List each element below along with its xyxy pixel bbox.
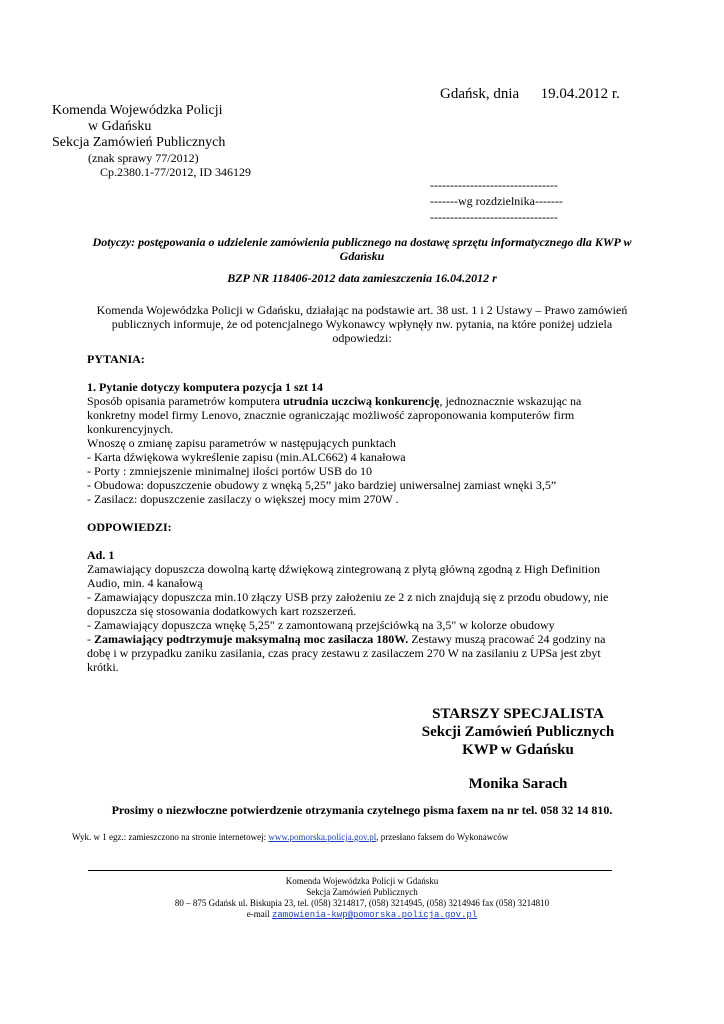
distribution-note [72, 832, 508, 843]
footer-email-line [60, 909, 664, 921]
question1-p1-post: , jednoznacznie wskazując na [439, 394, 582, 408]
footer-email-label: e-mail [246, 909, 272, 919]
answer1-title: Ad. 1 [87, 548, 115, 562]
date-line [440, 87, 620, 102]
reference-number: Cp.2380.1-77/2012, ID 346129 [100, 165, 251, 179]
questions-heading: PYTANIA: [87, 352, 145, 366]
signature-name: Monika Sarach [468, 776, 568, 792]
answers-section [87, 520, 687, 674]
answer1-l6-bold: Zamawiający podtrzymuje maksymalną moc zasilacza 180W. [94, 632, 409, 646]
intro-line3: odpowiedzi: [332, 331, 392, 345]
subject-line1: Dotyczy: postępowania o udzielenie zamówienia publicznego na dostawę sprzętu informatycznego dla KWP w [92, 235, 632, 249]
answer1-line4: dopuszcza się stosowania dodatkowych kart rozszerzeń. [87, 604, 357, 618]
sender-line3: Sekcja Zamówień Publicznych [52, 135, 226, 150]
recipient-block [430, 178, 563, 224]
email-link[interactable]: zamowienia-kwp@pomorska.policja.gov.pl [272, 910, 478, 920]
answer1-line6 [87, 632, 687, 646]
answer1-line7: dobę i w przypadku zaniku zasilania, czas pracy zestawu z zasilaczem 270 W na zasilaniu z UPSa jest zbyt [87, 646, 601, 660]
questions-section [87, 352, 687, 506]
date-place: Gdańsk, dnia [440, 86, 520, 102]
answer1-l6-dash: - [87, 632, 94, 646]
distribution-pre: Wyk. w 1 egz.: zamieszczono na stronie internetowej: [72, 832, 269, 842]
fax-request: Prosimy o niezwłoczne potwierdzenie otrzymania czytelnego pisma faxem na nr tel. 058 32 14 810. [111, 803, 613, 817]
question1-p1-bold: utrudnia uczciwą konkurencję [282, 394, 440, 408]
signature-org: KWP w Gdańsku [462, 742, 574, 758]
signature-unit: Sekcji Zamówień Publicznych [421, 724, 615, 740]
footer-line1: Komenda Wojewódzka Policji w Gdańsku [285, 876, 439, 886]
recipient-text: -------wg rozdzielnika------- [430, 194, 563, 208]
question1-item-ports: - Porty : zmniejszenie minimalnej ilości portów USB do 10 [87, 464, 372, 478]
case-number: (znak sprawy 77/2012) [88, 151, 199, 165]
sender-block [52, 103, 251, 179]
question1-p1-pre: Sposób opisania parametrów komputera [87, 394, 283, 408]
question1-line2: konkretny model firmy Lenovo, znacznie ograniczając możliwość zaproponowania komputerów firm [87, 408, 575, 422]
distribution-post: , przesłano faksem do Wykonawców [376, 832, 509, 842]
intro-line2: publicznych informuje, że od potencjalnego Wykonawcy wpłynęły nw. pytania, na które poniżej udziela [111, 317, 613, 331]
intro-line1: Komenda Wojewódzka Policji w Gdańsku, działając na podstawie art. 38 ust. 1 i 2 Ustawy – Prawo zamówień [96, 303, 628, 317]
question1-item-sound: - Karta dźwiękowa wykreślenie zapisu (min.ALC662) 4 kanałowa [87, 450, 406, 464]
question1-title: 1. Pytanie dotyczy komputera pozycja 1 szt 14 [87, 380, 323, 394]
bzp-number: BZP NR 118406-2012 data zamieszczenia 16.04.2012 r [227, 271, 497, 285]
answer1-line5: - Zamawiający dopuszcza wnękę 5,25" z zamontowaną przejściówką na 3,5" w kolorze obudowy [87, 618, 555, 632]
website-link[interactable]: www.pomorska.policja.gov.pl [268, 832, 377, 842]
sender-line2: w Gdańsku [88, 119, 152, 134]
question1-list-intro: Wnoszę o zmianę zapisu parametrów w następujących punktach [87, 436, 396, 450]
signature-role: STARSZY SPECJALISTA [432, 706, 604, 722]
answer1-line8: krótki. [87, 660, 119, 674]
footer-address: 80 – 875 Gdańsk ul. Biskupia 23, tel. (058) 3214817, (058) 3214945, (058) 3214946 fax (058) 3214810 [174, 898, 550, 908]
footer-line2: Sekcja Zamówień Publicznych [306, 887, 418, 897]
subject-block [60, 235, 664, 285]
footer-divider [88, 870, 612, 871]
question1-item-case: - Obudowa: dopuszczenie obudowy z wnęką 5,25” jako bardziej uniwersalnej zamiast wnęki 3,5” [87, 478, 557, 492]
footer-block [60, 876, 664, 921]
question1-line3: konkurencyjnych. [87, 422, 174, 436]
question1-item-psu: - Zasilacz: dopuszczenie zasilaczy o większej mocy mim 270W . [87, 492, 399, 506]
recipient-dash-top: -------------------------------- [430, 178, 558, 192]
sender-line1: Komenda Wojewódzka Policji [52, 103, 223, 118]
intro-paragraph [60, 303, 664, 345]
answer1-line1: Zamawiający dopuszcza dowolną kartę dźwiękową zintegrowaną z płytą główną zgodną z High Definition [87, 562, 601, 576]
answer1-line3: - Zamawiający dopuszcza min.10 złączy USB przy założeniu ze 2 z nich znajdują się z przodu obudowy, nie [87, 590, 609, 604]
subject-line2: Gdańsku [339, 249, 385, 263]
answers-heading: ODPOWIEDZI: [87, 520, 172, 534]
question1-line1 [87, 394, 687, 408]
recipient-dash-bottom: -------------------------------- [430, 210, 558, 224]
date-value: 19.04.2012 r. [540, 86, 620, 102]
answer1-line2: Audio, min. 4 kanałową [87, 576, 203, 590]
signature-block [398, 705, 638, 793]
answer1-l6-post: Zestawy muszą pracować 24 godziny na [408, 632, 606, 646]
